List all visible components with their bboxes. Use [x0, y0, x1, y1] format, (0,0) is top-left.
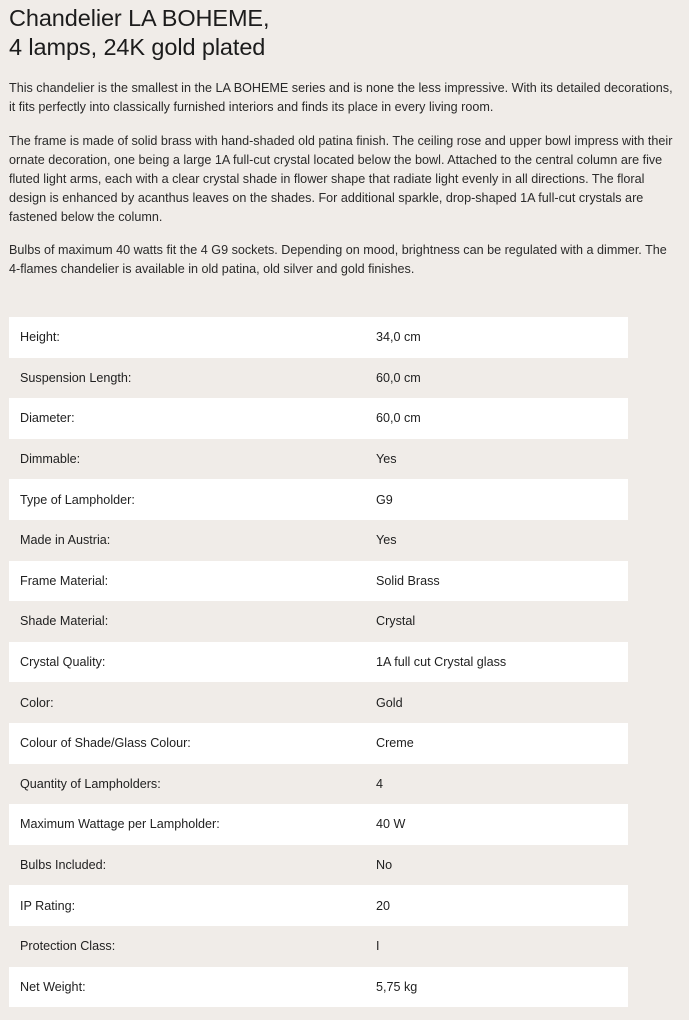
- spec-row-net-weight: [9, 967, 628, 1008]
- spec-value: Gold: [376, 695, 403, 710]
- spec-value: 60,0 cm: [376, 370, 421, 385]
- spec-row-height: [9, 317, 628, 358]
- spec-label: Color:: [20, 695, 54, 710]
- spec-row-color: [9, 682, 628, 723]
- spec-label: Diameter:: [20, 411, 75, 426]
- spec-row-bulbs-included: [9, 845, 628, 886]
- spec-row-diameter: [9, 398, 628, 439]
- description-paragraph: This chandelier is the smallest in the LA BOHEME series and is none the less impressive. With its detailed decorations, it fits perfectly into classically furnished interiors and finds its place in every living room.: [9, 81, 673, 114]
- spec-label: Shade Material:: [20, 614, 109, 629]
- spec-value: 4: [376, 776, 384, 791]
- product-title-line-2: 4 lamps, 24K gold plated: [9, 34, 266, 60]
- spec-label: Protection Class:: [20, 939, 116, 954]
- description-paragraph: The frame is made of solid brass with hand-shaded old patina finish. The ceiling rose and upper bowl impress with their ornate decoration, one being a large 1A full-cut crystal located below the bowl. Attached to the central column are five fluted light arms, each with a clear crystal shade in flower shape that radiate light evenly in all directions. The floral design is enhanced by acanthus leaves on the shades. For additional sparkle, drop-shaped 1A full-cut crystals are fastened below the column.: [9, 134, 673, 224]
- spec-row-dimmable: [9, 439, 628, 480]
- spec-label: Type of Lampholder:: [20, 492, 135, 507]
- spec-label: Crystal Quality:: [20, 655, 106, 670]
- product-title: [9, 4, 679, 62]
- spec-label: Bulbs Included:: [20, 858, 107, 873]
- spec-value: 60,0 cm: [376, 411, 421, 426]
- spec-row-crystal-quality: [9, 642, 628, 683]
- spec-row-shade-colour: [9, 723, 628, 764]
- spec-row-suspension-length: [9, 358, 628, 399]
- product-title-line-1: Chandelier LA BOHEME,: [9, 5, 270, 31]
- spec-value: 40 W: [376, 817, 406, 832]
- product-description: [9, 79, 679, 279]
- spec-row-made-in-austria: [9, 520, 628, 561]
- spec-label: Colour of Shade/Glass Colour:: [20, 736, 191, 751]
- spec-row-frame-material: [9, 561, 628, 602]
- spec-label: Dimmable:: [20, 452, 81, 467]
- spec-label: Frame Material:: [20, 573, 109, 588]
- spec-label: Quantity of Lampholders:: [20, 776, 161, 791]
- spec-label: Made in Austria:: [20, 533, 111, 548]
- spec-label: Maximum Wattage per Lampholder:: [20, 817, 220, 832]
- spec-row-ip-rating: [9, 885, 628, 926]
- specs-table: [9, 317, 628, 1007]
- spec-row-lampholder-type: [9, 479, 628, 520]
- spec-value: Creme: [376, 736, 414, 751]
- spec-value: G9: [376, 492, 393, 507]
- spec-value: 34,0 cm: [376, 330, 421, 345]
- spec-value: 5,75 kg: [376, 979, 418, 994]
- spec-label: Suspension Length:: [20, 370, 132, 385]
- spec-row-lampholder-quantity: [9, 764, 628, 805]
- spec-value: Yes: [376, 452, 397, 467]
- spec-value: 1A full cut Crystal glass: [376, 655, 507, 670]
- spec-row-protection-class: [9, 926, 628, 967]
- spec-label: Height:: [20, 330, 60, 345]
- spec-value: Crystal: [376, 614, 416, 629]
- spec-value: I: [376, 939, 380, 954]
- description-paragraph: Bulbs of maximum 40 watts fit the 4 G9 sockets. Depending on mood, brightness can be regulated with a dimmer. The 4-flames chandelier is available in old patina, old silver and gold finishes.: [9, 243, 667, 276]
- spec-row-shade-material: [9, 601, 628, 642]
- spec-value: No: [376, 858, 393, 873]
- spec-value: Solid Brass: [376, 573, 440, 588]
- spec-label: Net Weight:: [20, 979, 86, 994]
- spec-value: Yes: [376, 533, 397, 548]
- spec-row-max-wattage: [9, 804, 628, 845]
- spec-value: 20: [376, 898, 391, 913]
- spec-label: IP Rating:: [20, 898, 76, 913]
